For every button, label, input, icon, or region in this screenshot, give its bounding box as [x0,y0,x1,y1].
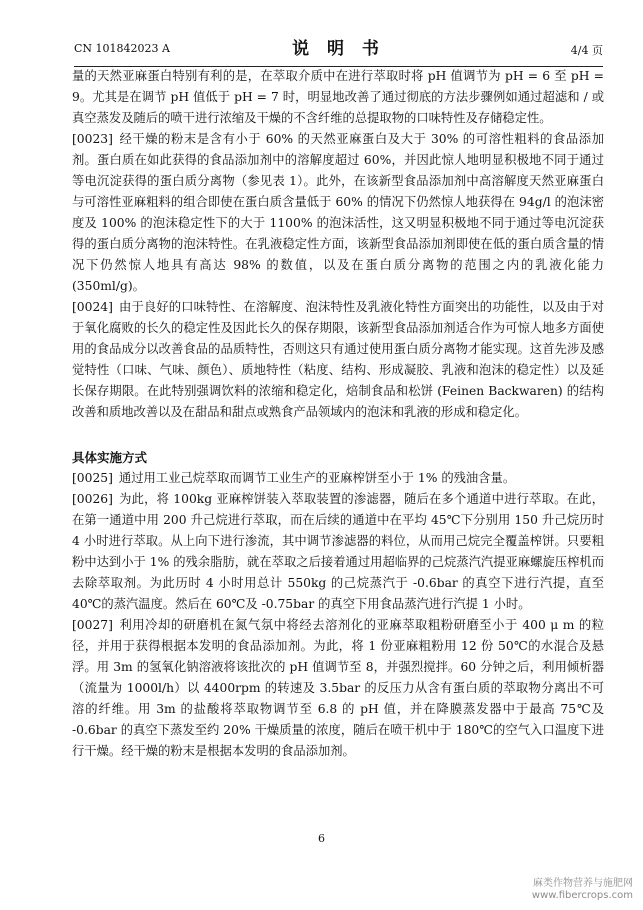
paragraph-text: 经干燥的粉末是含有小于 60% 的天然亚麻蛋白及大于 30% 的可溶性粗料的食品添加剂。蛋白质在如此获得的食品添加剂中的溶解度超过 60%，并因此惊人地明显积极地不同于通过等电沉淀获得的蛋白质分离物（参见表 1）。此外，在该新型食品添加剂中高溶解度天然亚麻蛋白与可溶性亚麻粗料的组合即使在蛋白质含量低于 60% 的情况下仍然惊人地获得在 94g/l 的泡沫密度及 100% 的泡沫稳定性下的大于 1100% 的泡沫活性，这又明显积极地不同于通过等电沉淀获得的蛋白质分离物的泡沫特性。在乳液稳定性方面，该新型食品添加剂即使在低的蛋白质含量的情况下仍然惊人地具有高达 98% 的数值，以及在蛋白质分离物的范围之内的乳液化能力 (350ml/g)。 [72,132,604,293]
paragraph-text: 为此，将 100kg 亚麻榨饼装入萃取装置的渗滤器，随后在多个通道中进行萃取。在此，在第一通道中用 200 升己烷进行萃取，而在后续的通道中在平均 45℃下分别用 150 升己烷历时 4 小时进行萃取。从上向下进行渗流，其中调节渗滤器的料位，从而用己烷完全覆盖榨饼。只要粗粉中达到小于 1% 的残余脂肪，就在萃取之后接着通过用超临界的己烷蒸汽汽提亚麻螺旋压榨机而去除萃取剂。为此历时 4 小时用总计 550kg 的己烷蒸汽于 -0.6bar 的真空下进行汽提，直至 40℃的蒸汽温度。然后在 60℃及 -0.75bar 的真空下用食品蒸汽进行汽提 1 小时。 [72,492,604,611]
paragraph-number: [0027] [72,618,113,632]
paragraph-number: [0025] [72,471,113,485]
page-header [74,30,603,67]
paragraph-0023 [72,129,604,297]
paragraph-text: 由于良好的口味特性、在溶解度、泡沫特性及乳液化特性方面突出的功能性，以及由于对于氧化腐败的长久的稳定性及因此长久的保存期限，该新型食品添加剂适合作为可惊人地多方面使用的食品成分以改善食品的品质特性，否则这只有通过使用蛋白质分离物才能实现。这首先涉及感觉特性（口味、气味、颜色）、质地特性（粘度、结构、形成凝胶、乳液和泡沫的稳定性）以及延长保存期限。在此特别强调饮料的浓缩和稳定化，焙制食品和松饼 (Feinen Backwaren) 的结构改善和质地改善以及在甜品和甜点或熟食产品领域内的泡沫和乳液的形成和稳定化。 [72,300,604,419]
section-heading: 具体实施方式 [72,450,148,465]
paragraph-text: 利用冷却的研磨机在氮气氛中将经去溶剂化的亚麻萃取粗粉研磨至小于 400 μ m 的粒径，并用于获得根据本发明的食品添加剂。为此，将 1 份亚麻粗粉用 12 份 50℃的水混合及悬浮。用 3m 的氢氧化钠溶液将该批次的 pH 值调节至 8，并强烈搅拌。60 分钟之后，利用倾析器（流量为 1000l/h）以 4400rpm 的转速及 3.5bar 的反压力从含有蛋白质的萃取物分离出不可溶的纤维。用 3m 的盐酸将萃取物调节至 6.8 的 pH 值，并在降膜蒸发器中于最高 75℃及 -0.6bar 的真空下蒸发至约 20% 干燥质量的浓度，随后在喷干机中于 180℃的空气入口温度下进行干燥。经干燥的粉末是根据本发明的食品添加剂。 [72,618,604,758]
document-body [72,66,604,762]
paragraph-number: [0024] [72,300,113,314]
watermark-site-name: 麻类作物营养与施肥网 [533,878,633,889]
paragraph-0026 [72,489,604,615]
paragraph-0025 [72,468,604,489]
patent-number: CN 101842023 A [74,42,170,55]
paragraph-text: 通过用工业己烷萃取而调节工业生产的亚麻榨饼至小于 1% 的残油含量。 [118,471,516,485]
paragraph-number: [0026] [72,492,113,506]
watermark-url: www.fibercrops.com [531,890,633,901]
paragraph-continuation: 量的天然亚麻蛋白特别有利的是，在萃取介质中在进行萃取时将 pH 值调节为 pH = 6 至 pH = 9。尤其是在调节 pH 值低于 pH = 7 时，明显地改善了通过彻底的方法步骤例如通过超滤和 / 或真空蒸发及随后的喷干进行浓缩及干燥的不含纤维的总提取物的口味特性及存储稳定性。 [72,69,604,125]
document-title: 说 明 书 [292,39,385,59]
paragraph-number: [0023] [72,132,113,146]
page-indicator: 4/4 页 [570,44,603,57]
site-watermark [532,878,633,902]
paragraph-0027 [72,615,604,762]
page-number: 6 [318,832,325,845]
paragraph-0024 [72,297,604,423]
